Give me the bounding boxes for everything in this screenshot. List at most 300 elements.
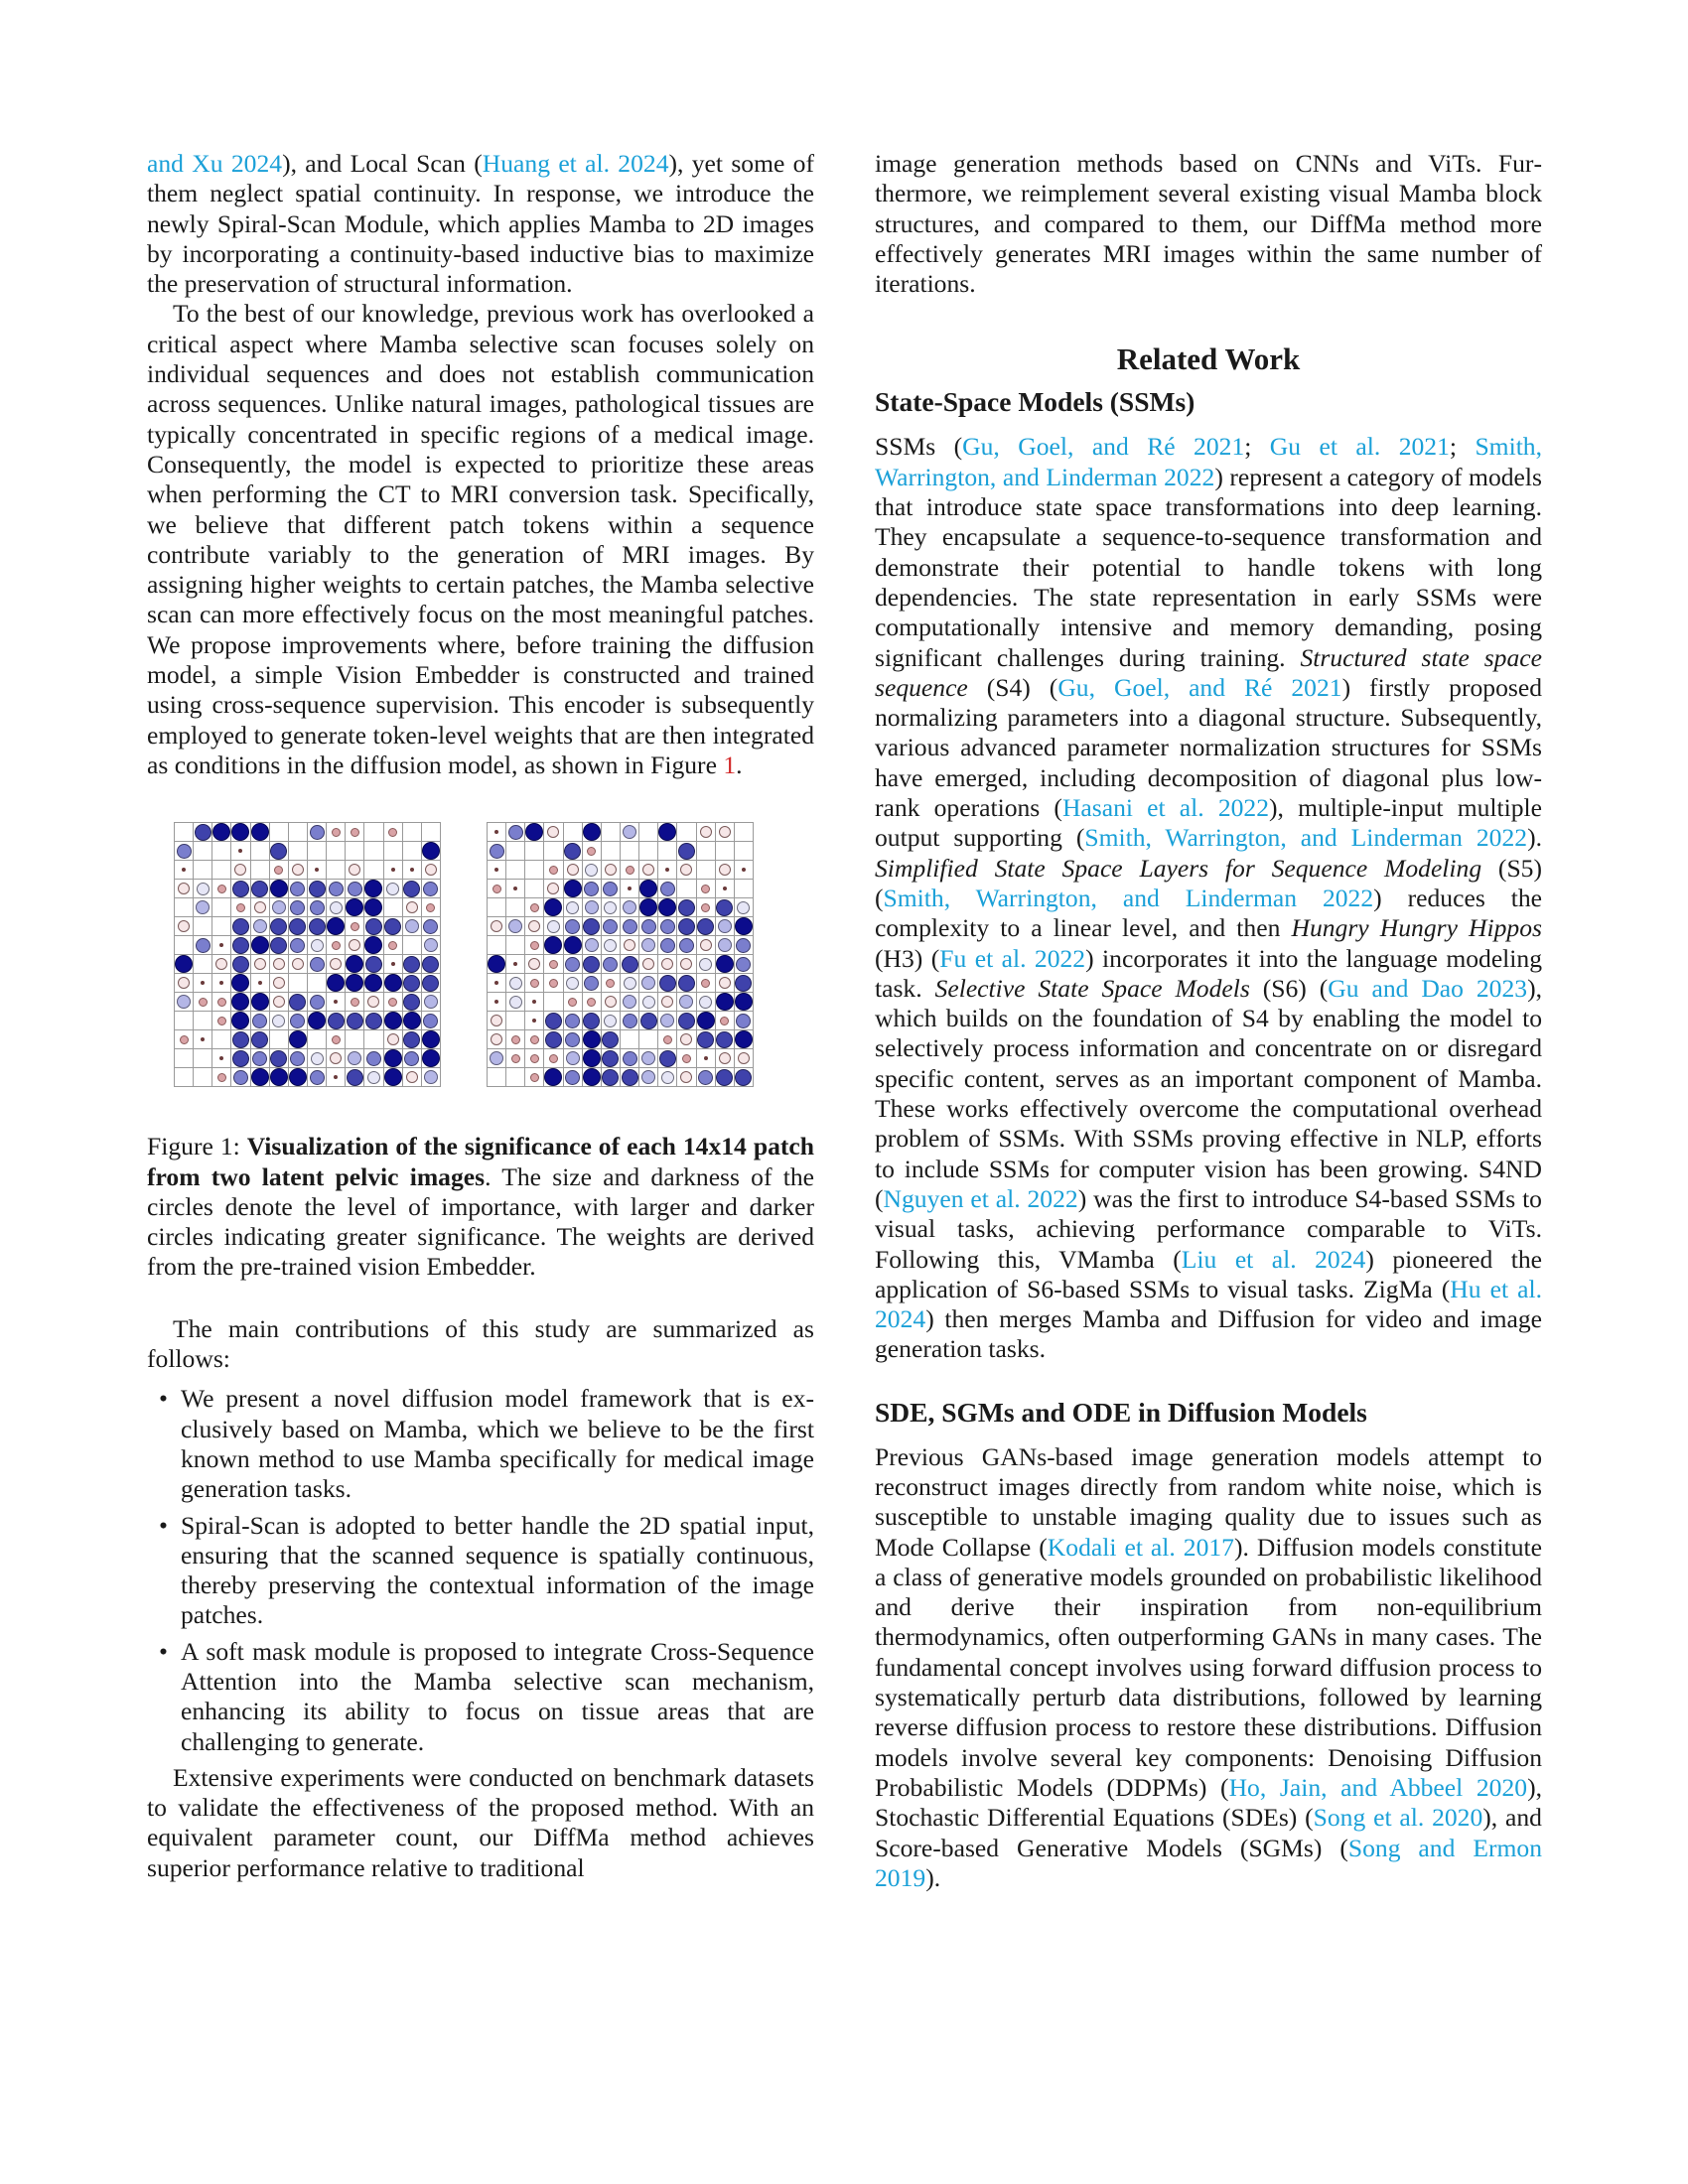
- importance-circle-icon: [424, 995, 438, 1009]
- patch-cell: [212, 1049, 231, 1068]
- figure-1-patch-significance: [147, 810, 814, 1098]
- patch-cell: [564, 898, 583, 917]
- importance-circle-icon: [508, 825, 523, 840]
- text: ) pioneered the application of S6-based SSMs to visual tasks. ZigMa (: [875, 1244, 1542, 1303]
- patch-cell: [384, 842, 403, 861]
- patch-cell: [602, 861, 621, 880]
- patch-cell: [231, 974, 250, 993]
- importance-circle-icon: [315, 868, 319, 872]
- patch-cell: [212, 1068, 231, 1087]
- citation-link[interactable]: Ho, Jain, and Abbeel 2020: [1228, 1772, 1528, 1802]
- patch-cell: [621, 842, 639, 861]
- patch-cell: [212, 880, 231, 898]
- citation-link[interactable]: Huang et al. 2024: [482, 149, 669, 178]
- importance-circle-icon: [568, 998, 577, 1007]
- citation-link[interactable]: Smith, Warrington, and Linderman 2022: [883, 883, 1374, 912]
- patch-cell: [308, 936, 327, 955]
- patch-cell: [544, 974, 563, 993]
- patch-cell: [716, 993, 735, 1012]
- importance-circle-icon: [311, 1052, 324, 1065]
- text: .: [736, 750, 743, 779]
- importance-circle-icon: [494, 830, 498, 834]
- importance-circle-icon: [388, 941, 397, 950]
- importance-circle-icon: [660, 1014, 674, 1027]
- importance-circle-icon: [330, 1052, 342, 1064]
- importance-circle-icon: [348, 882, 362, 896]
- importance-circle-icon: [680, 864, 692, 876]
- patch-cell: [525, 898, 544, 917]
- patch-cell: [175, 993, 194, 1012]
- patch-cell: [506, 880, 525, 898]
- patch-cell: [364, 993, 383, 1012]
- term-italic: Hungry Hungry Hippos: [1291, 913, 1542, 943]
- importance-circle-icon: [716, 1031, 733, 1048]
- citation-link[interactable]: Nguyen et al. 2022: [883, 1183, 1078, 1213]
- patch-cell: [422, 842, 441, 861]
- patch-cell: [308, 1012, 327, 1030]
- importance-circle-icon: [605, 864, 617, 876]
- patch-cell: [384, 955, 403, 974]
- importance-circle-icon: [532, 1000, 536, 1004]
- importance-circle-icon: [217, 1073, 226, 1082]
- patch-cell: [697, 842, 716, 861]
- patch-cell: [525, 974, 544, 993]
- patch-cell: [327, 936, 346, 955]
- importance-circle-icon: [488, 955, 505, 973]
- importance-circle-icon: [701, 979, 710, 988]
- patch-cell: [403, 974, 422, 993]
- patch-cell: [506, 1068, 525, 1087]
- patch-cell: [488, 917, 506, 936]
- citation-link[interactable]: Song and Ermon 2019: [875, 1833, 1542, 1892]
- importance-circle-icon: [640, 1013, 657, 1029]
- importance-circle-icon: [682, 1054, 691, 1063]
- patch-cell: [621, 955, 639, 974]
- importance-circle-icon: [528, 920, 540, 932]
- patch-cell: [231, 880, 250, 898]
- patch-cell: [384, 1049, 403, 1068]
- patch-cell: [308, 823, 327, 842]
- patch-cell: [231, 898, 250, 917]
- patch-cell: [677, 993, 696, 1012]
- figure-reference-link[interactable]: 1: [723, 750, 737, 779]
- intro-paragraph-end: image generation methods based on CNNs and ViTs. Furthermore, we reimplement several existing visual Mamba block structures, and compared to them, our DiffMa method more effectively generates MRI images within the same number of iterations.: [875, 149, 1542, 299]
- importance-circle-icon: [530, 941, 539, 950]
- importance-circle-icon: [549, 866, 558, 875]
- patch-cell: [602, 898, 621, 917]
- contribution-text: A soft mask module is proposed to integrate Cross-Sequence Attention into the Mamba selective scan mechanism, enhancing its ability to focus on tissue areas that are challenging to generate.: [181, 1636, 814, 1756]
- importance-circle-icon: [272, 1015, 285, 1027]
- importance-circle-icon: [701, 885, 710, 893]
- importance-circle-icon: [346, 955, 363, 973]
- importance-circle-icon: [564, 936, 582, 954]
- importance-circle-icon: [494, 868, 498, 872]
- patch-cell: [212, 1012, 231, 1030]
- patch-cell: [544, 955, 563, 974]
- patch-cell: [194, 842, 212, 861]
- patch-cell: [488, 861, 506, 880]
- importance-circle-icon: [585, 938, 599, 952]
- importance-circle-icon: [678, 1013, 695, 1029]
- importance-circle-icon: [391, 868, 395, 872]
- patch-cell: [716, 974, 735, 993]
- patch-cell: [289, 936, 308, 955]
- importance-circle-icon: [736, 938, 751, 953]
- patch-cell: [544, 898, 563, 917]
- patch-cell: [525, 880, 544, 898]
- citation-link[interactable]: Kodali et al. 2017: [1047, 1532, 1234, 1562]
- patch-cell: [602, 1030, 621, 1049]
- patch-cell: [677, 1012, 696, 1030]
- citation-link[interactable]: Gu et al. 2021: [1269, 432, 1450, 462]
- patch-cell: [621, 1049, 639, 1068]
- patch-cell: [488, 974, 506, 993]
- patch-cell: [308, 1030, 327, 1049]
- importance-circle-icon: [403, 881, 420, 897]
- citation-link[interactable]: Gu, Goel, and Ré 2021: [1057, 672, 1342, 702]
- patch-cell: [346, 917, 364, 936]
- patch-cell: [251, 823, 270, 842]
- patch-cell: [658, 993, 677, 1012]
- patch-cell: [697, 993, 716, 1012]
- patch-cell: [602, 955, 621, 974]
- importance-circle-icon: [406, 1071, 418, 1083]
- patch-cell: [639, 880, 658, 898]
- importance-circle-icon: [423, 882, 438, 896]
- patch-cell: [327, 842, 346, 861]
- importance-circle-icon: [661, 1071, 674, 1084]
- patch-cell: [422, 823, 441, 842]
- importance-circle-icon: [175, 955, 193, 973]
- patch-cell: [327, 861, 346, 880]
- importance-circle-icon: [659, 1050, 676, 1067]
- importance-circle-icon: [665, 868, 669, 872]
- importance-circle-icon: [422, 1030, 440, 1048]
- patch-cell: [384, 993, 403, 1012]
- importance-circle-icon: [719, 1052, 731, 1064]
- patch-cell: [564, 1030, 583, 1049]
- citation-link[interactable]: Gu, Goel, and Ré 2021: [962, 432, 1245, 462]
- patch-cell: [308, 898, 327, 917]
- importance-circle-icon: [623, 1051, 637, 1066]
- patch-cell: [212, 974, 231, 993]
- patch-cell: [677, 880, 696, 898]
- importance-circle-icon: [663, 1035, 672, 1044]
- patch-cell: [621, 1012, 639, 1030]
- patch-cell: [639, 861, 658, 880]
- citation-link[interactable]: Smith, Warrington, and Linderman 2022: [1084, 823, 1528, 853]
- patch-cell: [364, 1012, 383, 1030]
- patch-cell: [289, 974, 308, 993]
- patch-cell: [602, 993, 621, 1012]
- importance-circle-icon: [583, 1030, 601, 1048]
- importance-circle-icon: [346, 974, 363, 992]
- patch-cell: [346, 974, 364, 993]
- patch-cell: [251, 974, 270, 993]
- patch-cell: [564, 1012, 583, 1030]
- importance-circle-icon: [180, 1035, 189, 1044]
- patch-cell: [212, 898, 231, 917]
- patch-cell: [525, 823, 544, 842]
- importance-circle-icon: [196, 900, 210, 914]
- patch-cell: [716, 1030, 735, 1049]
- importance-circle-icon: [231, 974, 249, 992]
- importance-circle-icon: [583, 823, 601, 841]
- importance-circle-icon: [332, 1035, 341, 1044]
- importance-circle-icon: [492, 885, 501, 893]
- importance-circle-icon: [641, 938, 655, 952]
- importance-circle-icon: [403, 994, 420, 1011]
- citation-link[interactable]: Gu and Dao 2023: [1328, 973, 1528, 1003]
- patch-cell: [583, 1012, 602, 1030]
- patch-cell: [175, 936, 194, 955]
- patch-cell: [175, 823, 194, 842]
- importance-circle-icon: [584, 882, 599, 896]
- contribution-item: [147, 1511, 814, 1631]
- importance-circle-icon: [494, 1000, 498, 1004]
- patch-cell: [488, 993, 506, 1012]
- importance-circle-icon: [626, 866, 634, 875]
- importance-circle-icon: [528, 958, 540, 970]
- patch-cell: [403, 1030, 422, 1049]
- importance-circle-icon: [251, 881, 268, 897]
- patch-cell: [289, 1049, 308, 1068]
- importance-circle-icon: [404, 1051, 419, 1066]
- importance-circle-icon: [422, 1049, 440, 1067]
- patch-cell: [422, 898, 441, 917]
- importance-circle-icon: [513, 962, 517, 966]
- importance-circle-icon: [234, 864, 246, 876]
- patch-cell: [384, 1012, 403, 1030]
- patch-cell: [639, 955, 658, 974]
- importance-circle-icon: [583, 1068, 601, 1086]
- importance-circle-icon: [212, 823, 230, 841]
- patch-cell: [346, 936, 364, 955]
- importance-circle-icon: [201, 981, 205, 985]
- patch-cell: [583, 861, 602, 880]
- patch-cell: [194, 1068, 212, 1087]
- patch-cell: [422, 955, 441, 974]
- patch-cell: [621, 898, 639, 917]
- importance-circle-icon: [217, 998, 226, 1007]
- text: ).: [925, 1862, 941, 1892]
- importance-circle-icon: [530, 1073, 539, 1082]
- patch-cell: [403, 1012, 422, 1030]
- text: ) firstly proposed normalizing parameters into a diagonal structure. Subsequently, various advanced parameter normalization structures for SSMs have emerged, including decomposition of diagonal plus low-rank operations (: [875, 672, 1542, 823]
- patch-cell: [384, 974, 403, 993]
- patch-cell: [251, 993, 270, 1012]
- importance-circle-icon: [348, 1051, 361, 1065]
- importance-circle-icon: [660, 938, 675, 953]
- importance-circle-icon: [660, 882, 675, 896]
- patch-cell: [308, 955, 327, 974]
- citation-link[interactable]: and Xu 2024: [147, 149, 283, 178]
- patch-cell: [564, 1049, 583, 1068]
- patch-cell: [488, 936, 506, 955]
- patch-cell: [677, 936, 696, 955]
- patch-cell: [525, 917, 544, 936]
- importance-circle-icon: [679, 938, 694, 953]
- patch-cell: [327, 823, 346, 842]
- patch-cell: [735, 823, 754, 842]
- patch-cell: [403, 955, 422, 974]
- patch-cell: [658, 974, 677, 993]
- importance-circle-icon: [565, 1032, 580, 1047]
- patch-cell: [194, 974, 212, 993]
- patch-cell: [212, 917, 231, 936]
- importance-circle-icon: [329, 882, 344, 896]
- patch-cell: [270, 861, 289, 880]
- importance-circle-icon: [549, 979, 558, 988]
- patch-cell: [544, 1030, 563, 1049]
- patch-cell: [583, 955, 602, 974]
- importance-circle-icon: [422, 842, 440, 860]
- patch-cell: [327, 1068, 346, 1087]
- patch-cell: [735, 1030, 754, 1049]
- importance-circle-icon: [547, 826, 559, 838]
- importance-circle-icon: [290, 882, 305, 896]
- term-italic: Structured state space sequence: [875, 642, 1542, 702]
- term-italic: Simplified State Space Layers for Sequence Modeling: [875, 853, 1482, 883]
- citation-link[interactable]: Fu et al. 2022: [939, 943, 1086, 973]
- patch-cell: [403, 823, 422, 842]
- patch-cell: [289, 880, 308, 898]
- patch-cell: [384, 1030, 403, 1049]
- patch-cell: [544, 917, 563, 936]
- patch-cell: [506, 955, 525, 974]
- patch-cell: [231, 1068, 250, 1087]
- patch-cell: [175, 861, 194, 880]
- citation-link[interactable]: Smith, Warrington, and Linderman 2022: [875, 432, 1542, 491]
- patch-cell: [506, 974, 525, 993]
- importance-circle-icon: [566, 1051, 580, 1065]
- patch-cell: [697, 974, 716, 993]
- patch-cell: [327, 1012, 346, 1030]
- importance-circle-icon: [623, 825, 636, 839]
- patch-cell: [270, 898, 289, 917]
- patch-cell: [270, 1012, 289, 1030]
- patch-cell: [194, 861, 212, 880]
- patch-cell: [525, 1012, 544, 1030]
- importance-circle-icon: [424, 1070, 438, 1084]
- patch-cell: [716, 955, 735, 974]
- importance-circle-icon: [641, 1070, 655, 1084]
- patch-cell: [251, 861, 270, 880]
- patch-cell: [384, 1068, 403, 1087]
- patch-cell: [697, 880, 716, 898]
- text: ) was the first to introduce S4-based SSMs to visual tasks, achieving performance comparable to ViTs. Following this, VMamba (: [875, 1183, 1542, 1274]
- importance-circle-icon: [251, 823, 269, 841]
- importance-circle-icon: [680, 958, 692, 970]
- importance-circle-icon: [584, 976, 599, 991]
- importance-circle-icon: [386, 883, 399, 895]
- citation-link[interactable]: Hasani et al. 2022: [1061, 793, 1270, 823]
- patch-cell: [364, 1030, 383, 1049]
- importance-circle-icon: [289, 1030, 307, 1048]
- subsection-title-diffusion: SDE, SGMs and ODE in Diffusion Models: [875, 1396, 1367, 1428]
- patch-cell: [658, 1012, 677, 1030]
- patch-cell: [364, 842, 383, 861]
- importance-circle-icon: [232, 1050, 249, 1067]
- patch-cell: [621, 974, 639, 993]
- patch-cell: [364, 955, 383, 974]
- patch-cell: [677, 898, 696, 917]
- patch-cell: [194, 1012, 212, 1030]
- importance-circle-icon: [254, 901, 266, 913]
- patch-cell: [658, 842, 677, 861]
- patch-cell: [697, 823, 716, 842]
- importance-circle-icon: [349, 939, 360, 951]
- importance-circle-icon: [623, 995, 636, 1009]
- left-column: [147, 149, 814, 1883]
- bullet-icon: •: [159, 1510, 168, 1540]
- importance-circle-icon: [716, 993, 734, 1011]
- patch-cell: [289, 823, 308, 842]
- patch-cell: [346, 823, 364, 842]
- importance-circle-icon: [367, 996, 379, 1008]
- patch-cell: [270, 1030, 289, 1049]
- patch-cell: [735, 917, 754, 936]
- citation-link[interactable]: Hu et al. 2024: [875, 1274, 1542, 1334]
- importance-circle-icon: [549, 960, 558, 969]
- importance-circle-icon: [332, 941, 341, 950]
- importance-circle-icon: [718, 919, 732, 933]
- importance-circle-icon: [310, 957, 325, 972]
- experiments-paragraph: Extensive experiments were conducted on benchmark datasets to validate the effectiveness of the proposed method. With an equivalent parameter count, our DiffMa method achieves superior performance relative to traditional: [147, 1762, 814, 1882]
- patch-cell: [658, 955, 677, 974]
- text: Previous GANs-based image generation models attempt to reconstruct images directly from random white noise, which is susceptible to unstable imaging quality due to issues such as Mode Collapse (: [875, 1441, 1542, 1562]
- citation-link[interactable]: Liu et al. 2024: [1181, 1244, 1366, 1274]
- importance-circle-icon: [351, 922, 359, 931]
- patch-cell: [194, 993, 212, 1012]
- importance-circle-icon: [308, 1012, 326, 1029]
- importance-circle-icon: [735, 1030, 753, 1048]
- patch-cell: [658, 917, 677, 936]
- patch-cell: [175, 842, 194, 861]
- patch-cell: [697, 1049, 716, 1068]
- importance-circle-icon: [641, 976, 655, 990]
- patch-cell: [212, 936, 231, 955]
- term-italic: Selective State Space Models: [934, 973, 1250, 1003]
- patch-cell: [525, 842, 544, 861]
- patch-cell: [677, 823, 696, 842]
- patch-cell: [251, 955, 270, 974]
- patch-cell: [364, 917, 383, 936]
- text: ), and Score-based Generative Models (SGMs) (: [875, 1803, 1542, 1862]
- importance-circle-icon: [628, 887, 632, 890]
- patch-cell: [697, 955, 716, 974]
- importance-circle-icon: [641, 919, 656, 934]
- importance-circle-icon: [388, 998, 397, 1007]
- importance-circle-icon: [716, 899, 733, 916]
- patch-cell: [716, 1068, 735, 1087]
- patch-cell: [270, 1049, 289, 1068]
- patch-cell: [422, 917, 441, 936]
- patch-cell: [677, 955, 696, 974]
- patch-cell: [564, 936, 583, 955]
- importance-circle-icon: [270, 880, 288, 897]
- importance-circle-icon: [347, 1013, 363, 1029]
- patch-cell: [525, 1068, 544, 1087]
- importance-circle-icon: [735, 917, 753, 935]
- importance-circle-icon: [583, 956, 600, 973]
- importance-circle-icon: [697, 1031, 714, 1048]
- patch-cell: [231, 936, 250, 955]
- importance-circle-icon: [426, 903, 435, 912]
- patch-cell: [175, 898, 194, 917]
- importance-circle-icon: [602, 1050, 619, 1067]
- citation-link[interactable]: Song et al. 2020: [1313, 1803, 1483, 1833]
